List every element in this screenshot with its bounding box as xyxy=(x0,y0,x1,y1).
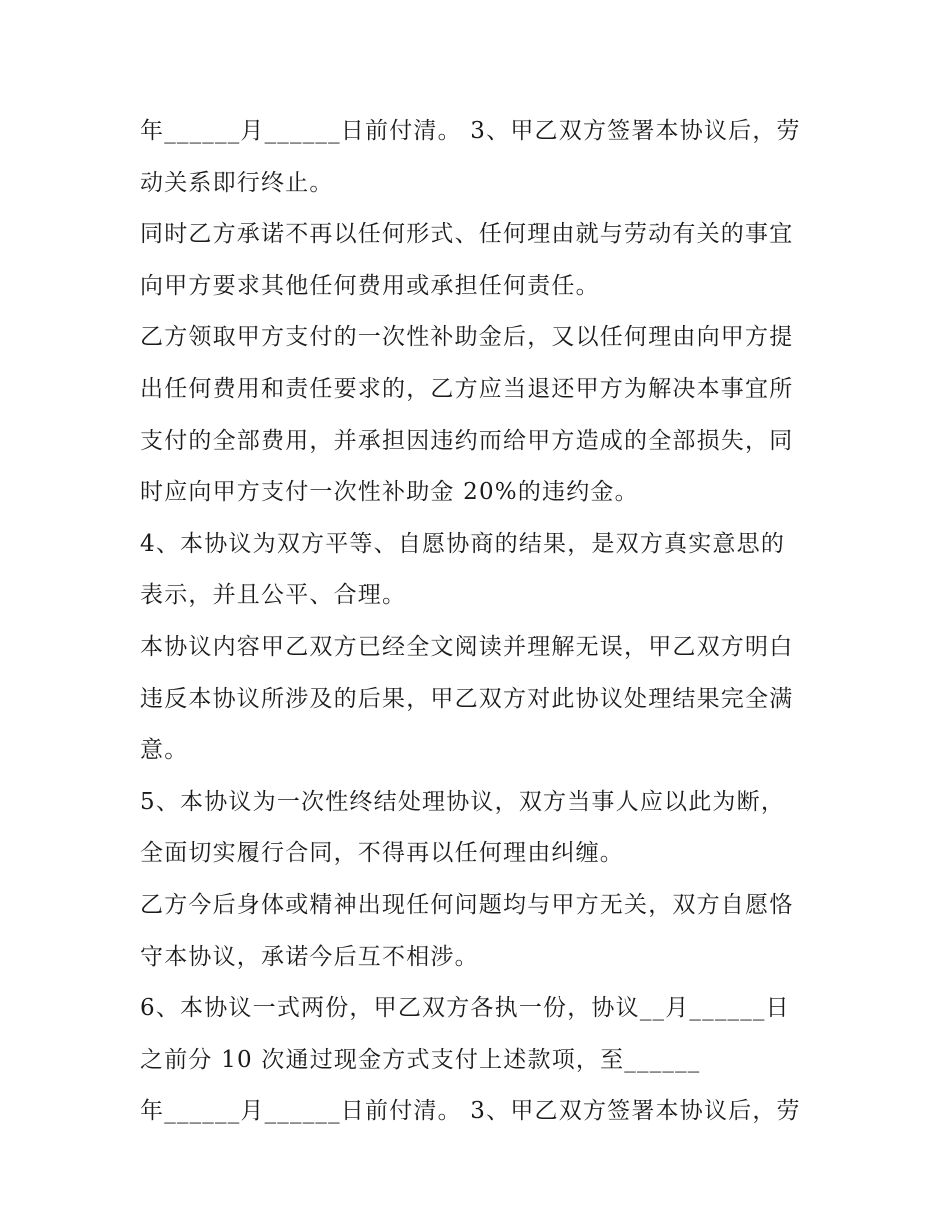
text-line: 违反本协议所涉及的后果，甲乙双方对此协议处理结果完全满 xyxy=(140,685,794,712)
text-line: 本协议内容甲乙双方已经全文阅读并理解无误，甲乙双方明白 xyxy=(140,633,794,660)
text-line: 6、本协议一式两份，甲乙双方各执一份，协议__月______日 xyxy=(140,995,790,1022)
text-line: 之前分 10 次通过现金方式支付上述款项，至______ xyxy=(140,1046,701,1073)
text-line: 守本协议，承诺今后互不相涉。 xyxy=(140,943,479,970)
text-line: 乙方今后身体或精神出现任何问题均与甲方无关，双方自愿恪 xyxy=(140,891,794,918)
text-line: 4、本协议为双方平等、自愿协商的结果，是双方真实意思的 xyxy=(140,530,786,557)
text-line: 向甲方要求其他任何费用或承担任何责任。 xyxy=(140,272,600,299)
document-body xyxy=(140,106,820,1138)
text-line: 乙方领取甲方支付的一次性补助金后，又以任何理由向甲方提 xyxy=(140,324,794,351)
text-line: 全面切实履行合同，不得再以任何理由纠缠。 xyxy=(140,840,624,867)
text-line: 年______月______日前付清。 3、甲乙双方签署本协议后，劳 xyxy=(140,1098,801,1125)
text-line: 时应向甲方支付一次性补助金 20%的违约金。 xyxy=(140,479,639,506)
text-line: 5、本协议为一次性终结处理协议，双方当事人应以此为断， xyxy=(140,788,786,815)
text-line: 年______月______日前付清。 3、甲乙双方签署本协议后，劳 xyxy=(140,118,801,144)
text-line: 表示，并且公平、合理。 xyxy=(140,582,407,609)
text-line: 出任何费用和责任要求的，乙方应当退还甲方为解决本事宜所 xyxy=(140,375,794,402)
text-line: 动关系即行终止。 xyxy=(140,169,334,196)
text-line: 同时乙方承诺不再以任何形式、任何理由就与劳动有关的事宜 xyxy=(140,221,794,248)
text-line: 支付的全部费用，并承担因违约而给甲方造成的全部损失，同 xyxy=(140,427,794,454)
text-line: 意。 xyxy=(140,737,189,764)
